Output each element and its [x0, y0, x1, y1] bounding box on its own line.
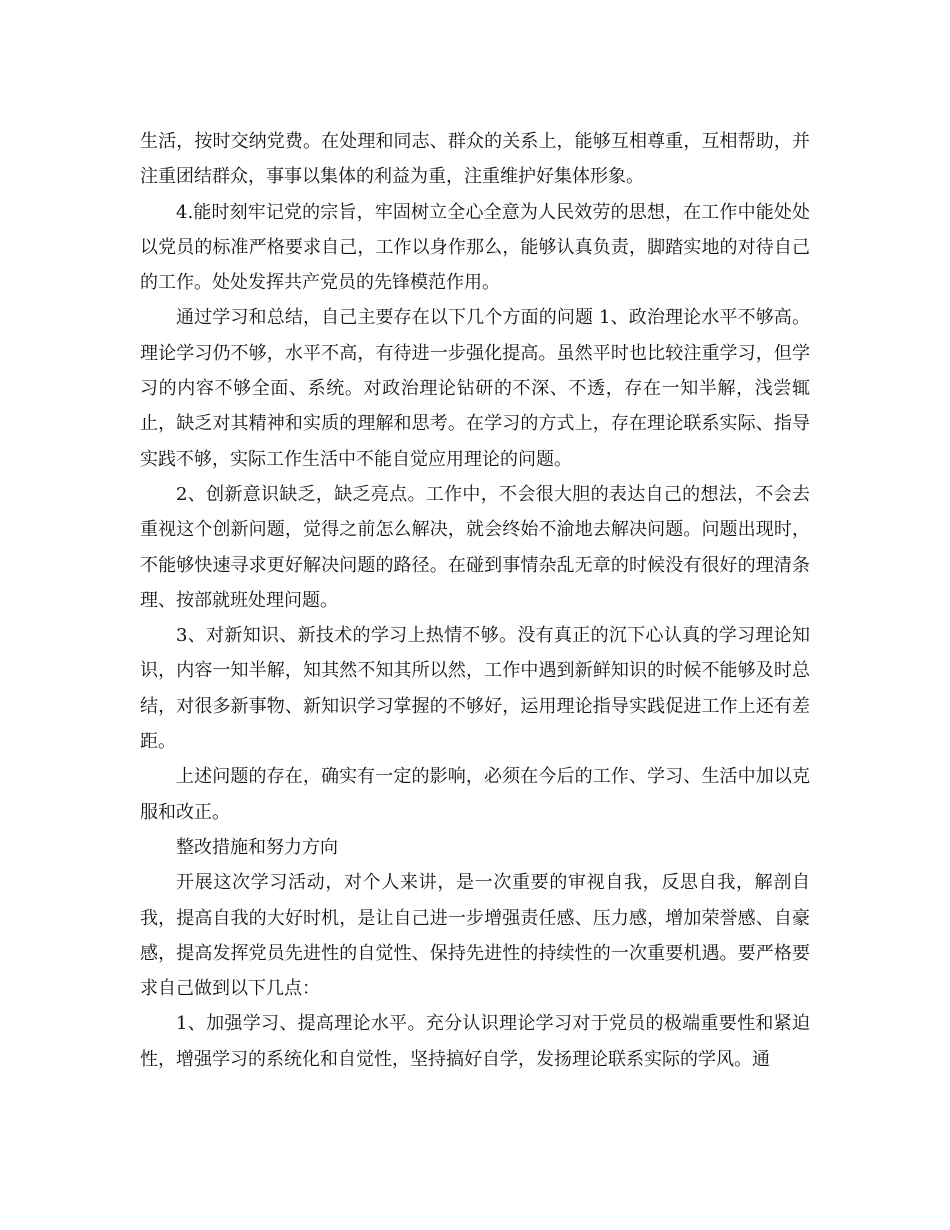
- paragraph-activity-intro: 开展这次学习活动，对个人来讲，是一次重要的审视自我，反思自我，解剖自我，提高自我的大好时机，是让自己进一步增强责任感、压力感，增加荣誉感、自豪感，提高发挥党员先进性的自觉性、保持先进性的持续性的一次重要机遇。要严格要求自己做到以下几点：: [140, 872, 810, 1000]
- paragraph-problems-summary: 上述问题的存在，确实有一定的影响，必须在今后的工作、学习、生活中加以克服和改正。: [140, 766, 810, 823]
- document-body: [140, 124, 810, 1077]
- paragraph-item-4: 4.能时刻牢记党的宗旨，牢固树立全心全意为人民效劳的思想，在工作中能处处以党员的标准严格要求自己，工作以身作那么，能够认真负责，脚踏实地的对待自己的工作。处处发挥共产党员的先锋模范作用。: [140, 201, 810, 294]
- section-heading: 整改措施和努力方向: [176, 836, 338, 858]
- paragraph-problems-intro: 通过学习和总结，自己主要存在以下几个方面的问题 1、政治理论水平不够高。理论学习仍不够，水平不高，有待进一步强化提高。虽然平时也比较注重学习，但学习的内容不够全面、系统。对政治理论钻研的不深、不透，存在一知半解，浅尝辄止，缺乏对其精神和实质的理解和思考。在学习的方式上，存在理论联系实际、指导实践不够，实际工作生活中不能自觉应用理论的问题。: [140, 307, 810, 470]
- paragraph-problem-3: 3、对新知识、新技术的学习上热情不够。没有真正的沉下心认真的学习理论知识，内容一知半解，知其然不知其所以然，工作中遇到新鲜知识的时候不能够及时总结，对很多新事物、新知识学习掌握的不够好，运用理论指导实践促进工作上还有差距。: [140, 625, 810, 753]
- paragraph-measure-1: 1、加强学习、提高理论水平。充分认识理论学习对于党员的极端重要性和紧迫性，增强学习的系统化和自觉性，坚持搞好自学，发扬理论联系实际的学风。通: [140, 1013, 810, 1070]
- paragraph-continuation: 生活，按时交纳党费。在处理和同志、群众的关系上，能够互相尊重，互相帮助，并注重团结群众，事事以集体的利益为重，注重维护好集体形象。: [140, 131, 810, 188]
- paragraph-problem-2: 2、创新意识缺乏，缺乏亮点。工作中，不会很大胆的表达自己的想法，不会去重视这个创新问题，觉得之前怎么解决，就会终始不渝地去解决问题。问题出现时，不能够快速寻求更好解决问题的路径。在碰到事情杂乱无章的时候没有很好的理清条理、按部就班处理问题。: [140, 483, 810, 611]
